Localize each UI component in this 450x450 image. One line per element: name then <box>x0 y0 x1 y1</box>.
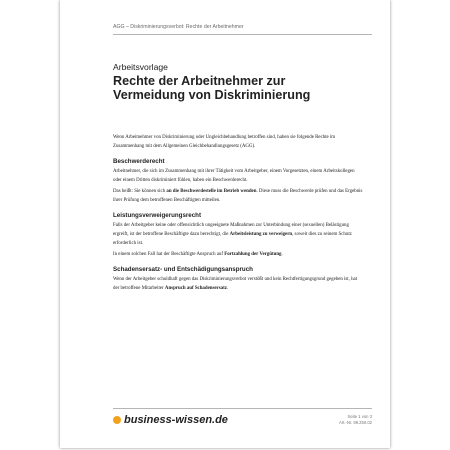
document-title: Rechte der Arbeitnehmer zur Vermeidung von Diskriminierung <box>113 74 311 103</box>
page-number: Seite 1 von 3 <box>347 414 372 419</box>
text-run: , soweit dies zu seinem Schutz erforderlich ist. <box>113 232 352 246</box>
section-heading-schadensersatz: Schadensersatz- und Entschädigungsanspruch <box>113 266 253 273</box>
bold-run: Arbeitsleistung zu verweigern <box>229 232 293 237</box>
header-breadcrumb: AGG – Diskriminierungsverbot: Rechte der Arbeitnehmer <box>113 24 244 30</box>
bold-run: Fortzahlung der Vergütung <box>224 252 282 257</box>
text-run: Falls der Arbeitgeber keine oder offensichtlich ungeeignete Maßnahmen zur Unterbindung einer (sexuellen) Belästigung ergreift, ist der betroffene Beschäftigte dazu berechtigt, die <box>113 223 349 237</box>
document-body <box>113 133 363 299</box>
leistungsverweigerungsrecht-paragraph-2 <box>113 250 363 259</box>
page-meta <box>339 414 372 426</box>
text-run: Das heißt: Sie können sich <box>113 189 167 194</box>
intro-paragraph: Wenn Arbeitnehmer von Diskriminierung oder Ungleichbehandlung betroffen sind, haben sie folgende Rechte im Zusammenhang mit dem Allgemeinen Gleichbehandlungsgesetz (AGG). <box>113 135 336 149</box>
section-heading-beschwerderecht: Beschwerderecht <box>113 158 165 165</box>
beschwerderecht-paragraph-1: Arbeitnehmer, die sich im Zusammenhang mit ihrer Tätigkeit vom Arbeitgeber, einem Vorgesetzten, einem Arbeitskollegen oder einem Dritten diskriminiert fühlen, haben ein Beschwerderecht. <box>113 169 355 183</box>
bold-run: Anspruch auf Schadensersatz <box>164 286 227 291</box>
schadensersatz-paragraph-1 <box>113 275 363 293</box>
text-run: . <box>281 252 283 257</box>
beschwerderecht-paragraph-2 <box>113 187 363 205</box>
article-number: Art.-Nr. 99.250.02 <box>338 420 372 425</box>
text-run: In einem solchen Fall hat der Beschäftigte Anspruch auf <box>113 252 225 257</box>
text-run: Wenn der Arbeitgeber schuldhaft gegen das Diskriminierungsverbot verstößt und kein Rechtfertigungsgrund gegeben ist, hat der betroffene Mitarbeiter <box>113 277 358 291</box>
business-wissen-logo <box>113 414 228 426</box>
text-run: . Diese muss die Beschwerde prüfen und das Ergebnis ihrer Prüfung dem betroffenen Beschäftigten mitteilen. <box>113 189 363 203</box>
text-run: . <box>226 286 229 291</box>
bold-run: an die Beschwerdestelle im Betrieb wenden <box>166 189 257 194</box>
footer-divider <box>113 408 372 409</box>
leistungsverweigerungsrecht-paragraph-1 <box>113 221 363 248</box>
logo-text: business-wissen.de <box>124 414 228 426</box>
section-heading-leistungsverweigerungsrecht: Leistungsverweigerungsrecht <box>113 212 202 219</box>
logo-dot-icon <box>113 416 121 424</box>
header-divider <box>113 34 372 35</box>
document-page <box>60 0 390 448</box>
document-kicker: Arbeitsvorlage <box>113 62 168 72</box>
